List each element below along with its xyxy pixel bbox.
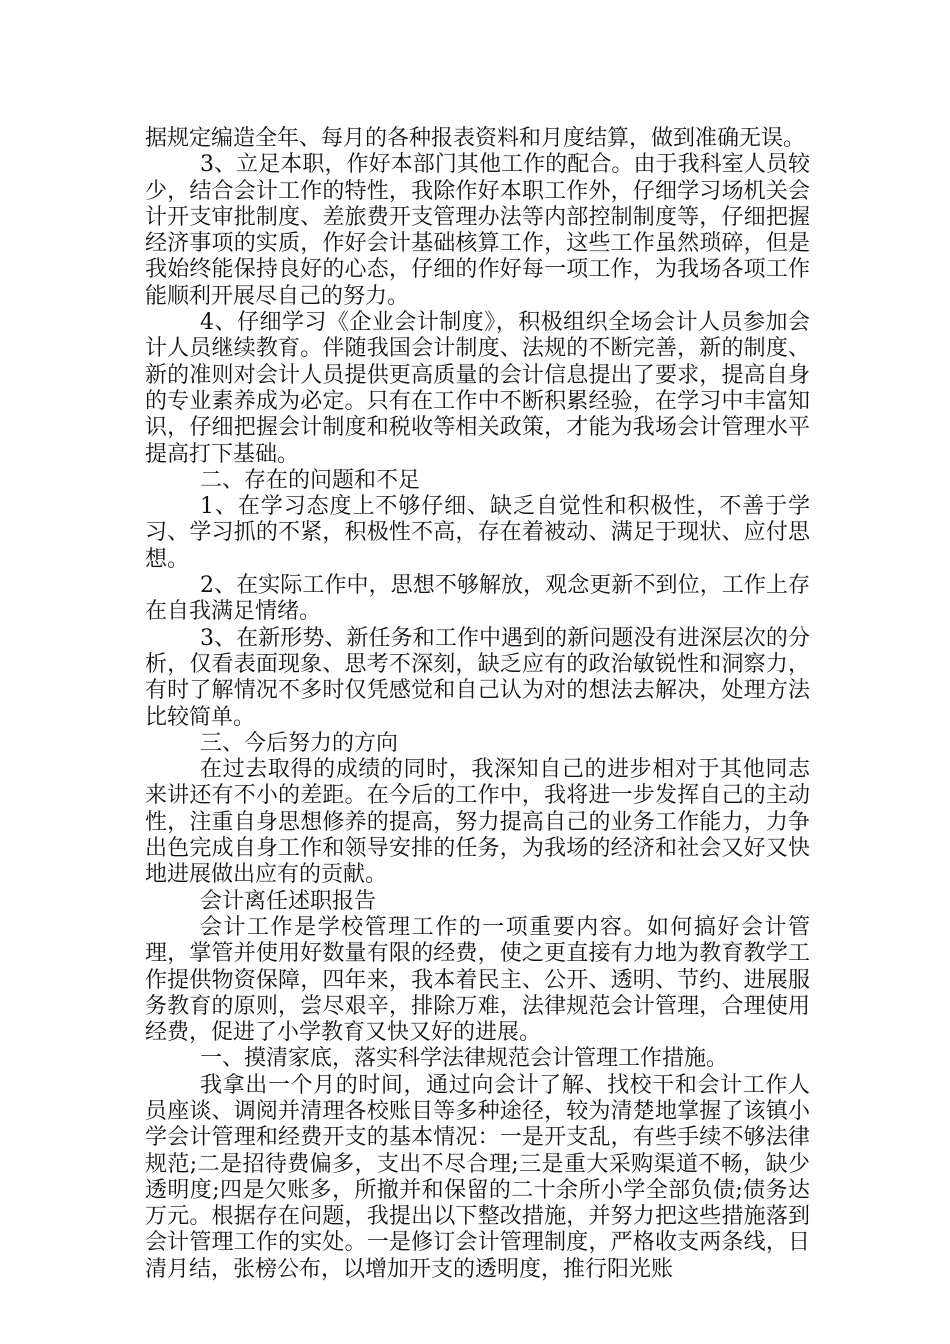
paragraph: 据规定编造全年、每月的各种报表资料和月度结算，做到准确无误。 <box>145 126 806 151</box>
paragraph: 4、仔细学习《企业会计制度》，积极组织全场会计人员参加会计人员继续教育。伴随我国会计制度、法规的不断完善，新的制度、新的准则对会计人员提供更高质量的会计信息提出了要求，提高自身的专业素养成为必定。只有在工作中不断积累经验，在学习中丰富知识，仔细把握会计制度和税收等相关政策，才能为我场会计管理水平提高打下基础。 <box>145 310 810 467</box>
paragraph: 3、在新形势、新任务和工作中遇到的新问题没有进深层次的分析，仅看表面现象、思考不深刻，缺乏应有的政治敏锐性和洞察力，有时了解情况不多时仅凭感觉和自己认为对的想法去解决，处理方法比较简单。 <box>145 625 810 730</box>
section-heading: 二、存在的问题和不足 <box>200 467 421 493</box>
paragraph: 2、在实际工作中，思想不够解放，观念更新不到位，工作上存在自我满足情绪。 <box>145 573 810 625</box>
section-heading: 一、摸清家底，落实科学法律规范会计管理工作措施。 <box>200 1046 729 1072</box>
paragraph: 在过去取得的成绩的同时，我深知自己的进步相对于其他同志来讲还有不小的差距。在今后的工作中，我将进一步发挥自己的主动性，注重自身思想修养的提高，努力提高自己的业务工作能力，力争出色完成自身工作和领导安排的任务，为我场的经济和社会又好又快地进展做出应有的贡献。 <box>145 757 810 888</box>
paragraph: 我拿出一个月的时间，通过向会计了解、找校干和会计工作人员座谈、调阅并清理各校账目等多种途径，较为清楚地掌握了该镇小学会计管理和经费开支的基本情况：一是开支乱，有些手续不够法律规范;二是招待费偏多，支出不尽合理;三是重大采购渠道不畅，缺少透明度;四是欠账多，所撤并和保留的二十余所小学全部负债;债务达万元。根据存在问题，我提出以下整改措施，并努力把这些措施落到会计管理工作的实处。一是修订会计管理制度，严格收支两条线，日清月结，张榜公布，以增加开支的透明度，推行阳光账 <box>145 1072 810 1282</box>
report-title: 会计离任述职报告 <box>200 888 377 914</box>
paragraph: 会计工作是学校管理工作的一项重要内容。如何搞好会计管理，掌管并使用好数量有限的经费，使之更直接有力地为教育教学工作提供物资保障，四年来，我本着民主、公开、透明、节约、进展服务教育的原则，尝尽艰辛，排除万难，法律规范会计管理，合理使用经费，促进了小学教育又快又好的进展。 <box>145 914 810 1046</box>
paragraph: 1、在学习态度上不够仔细、缺乏自觉性和积极性，不善于学习、学习抓的不紧，积极性不高，存在着被动、满足于现状、应付思想。 <box>145 494 810 572</box>
document-body <box>145 126 810 1283</box>
paragraph: 3、立足本职，作好本部门其他工作的配合。由于我科室人员较少，结合会计工作的特性，我除作好本职工作外，仔细学习场机关会计开支审批制度、差旅费开支管理办法等内部控制制度等，仔细把握经济事项的实质，作好会计基础核算工作，这些工作虽然琐碎，但是我始终能保持良好的心态，仔细的作好每一项工作，为我场各项工作能顺利开展尽自己的努力。 <box>145 152 810 309</box>
section-heading: 三、今后努力的方向 <box>200 730 399 756</box>
